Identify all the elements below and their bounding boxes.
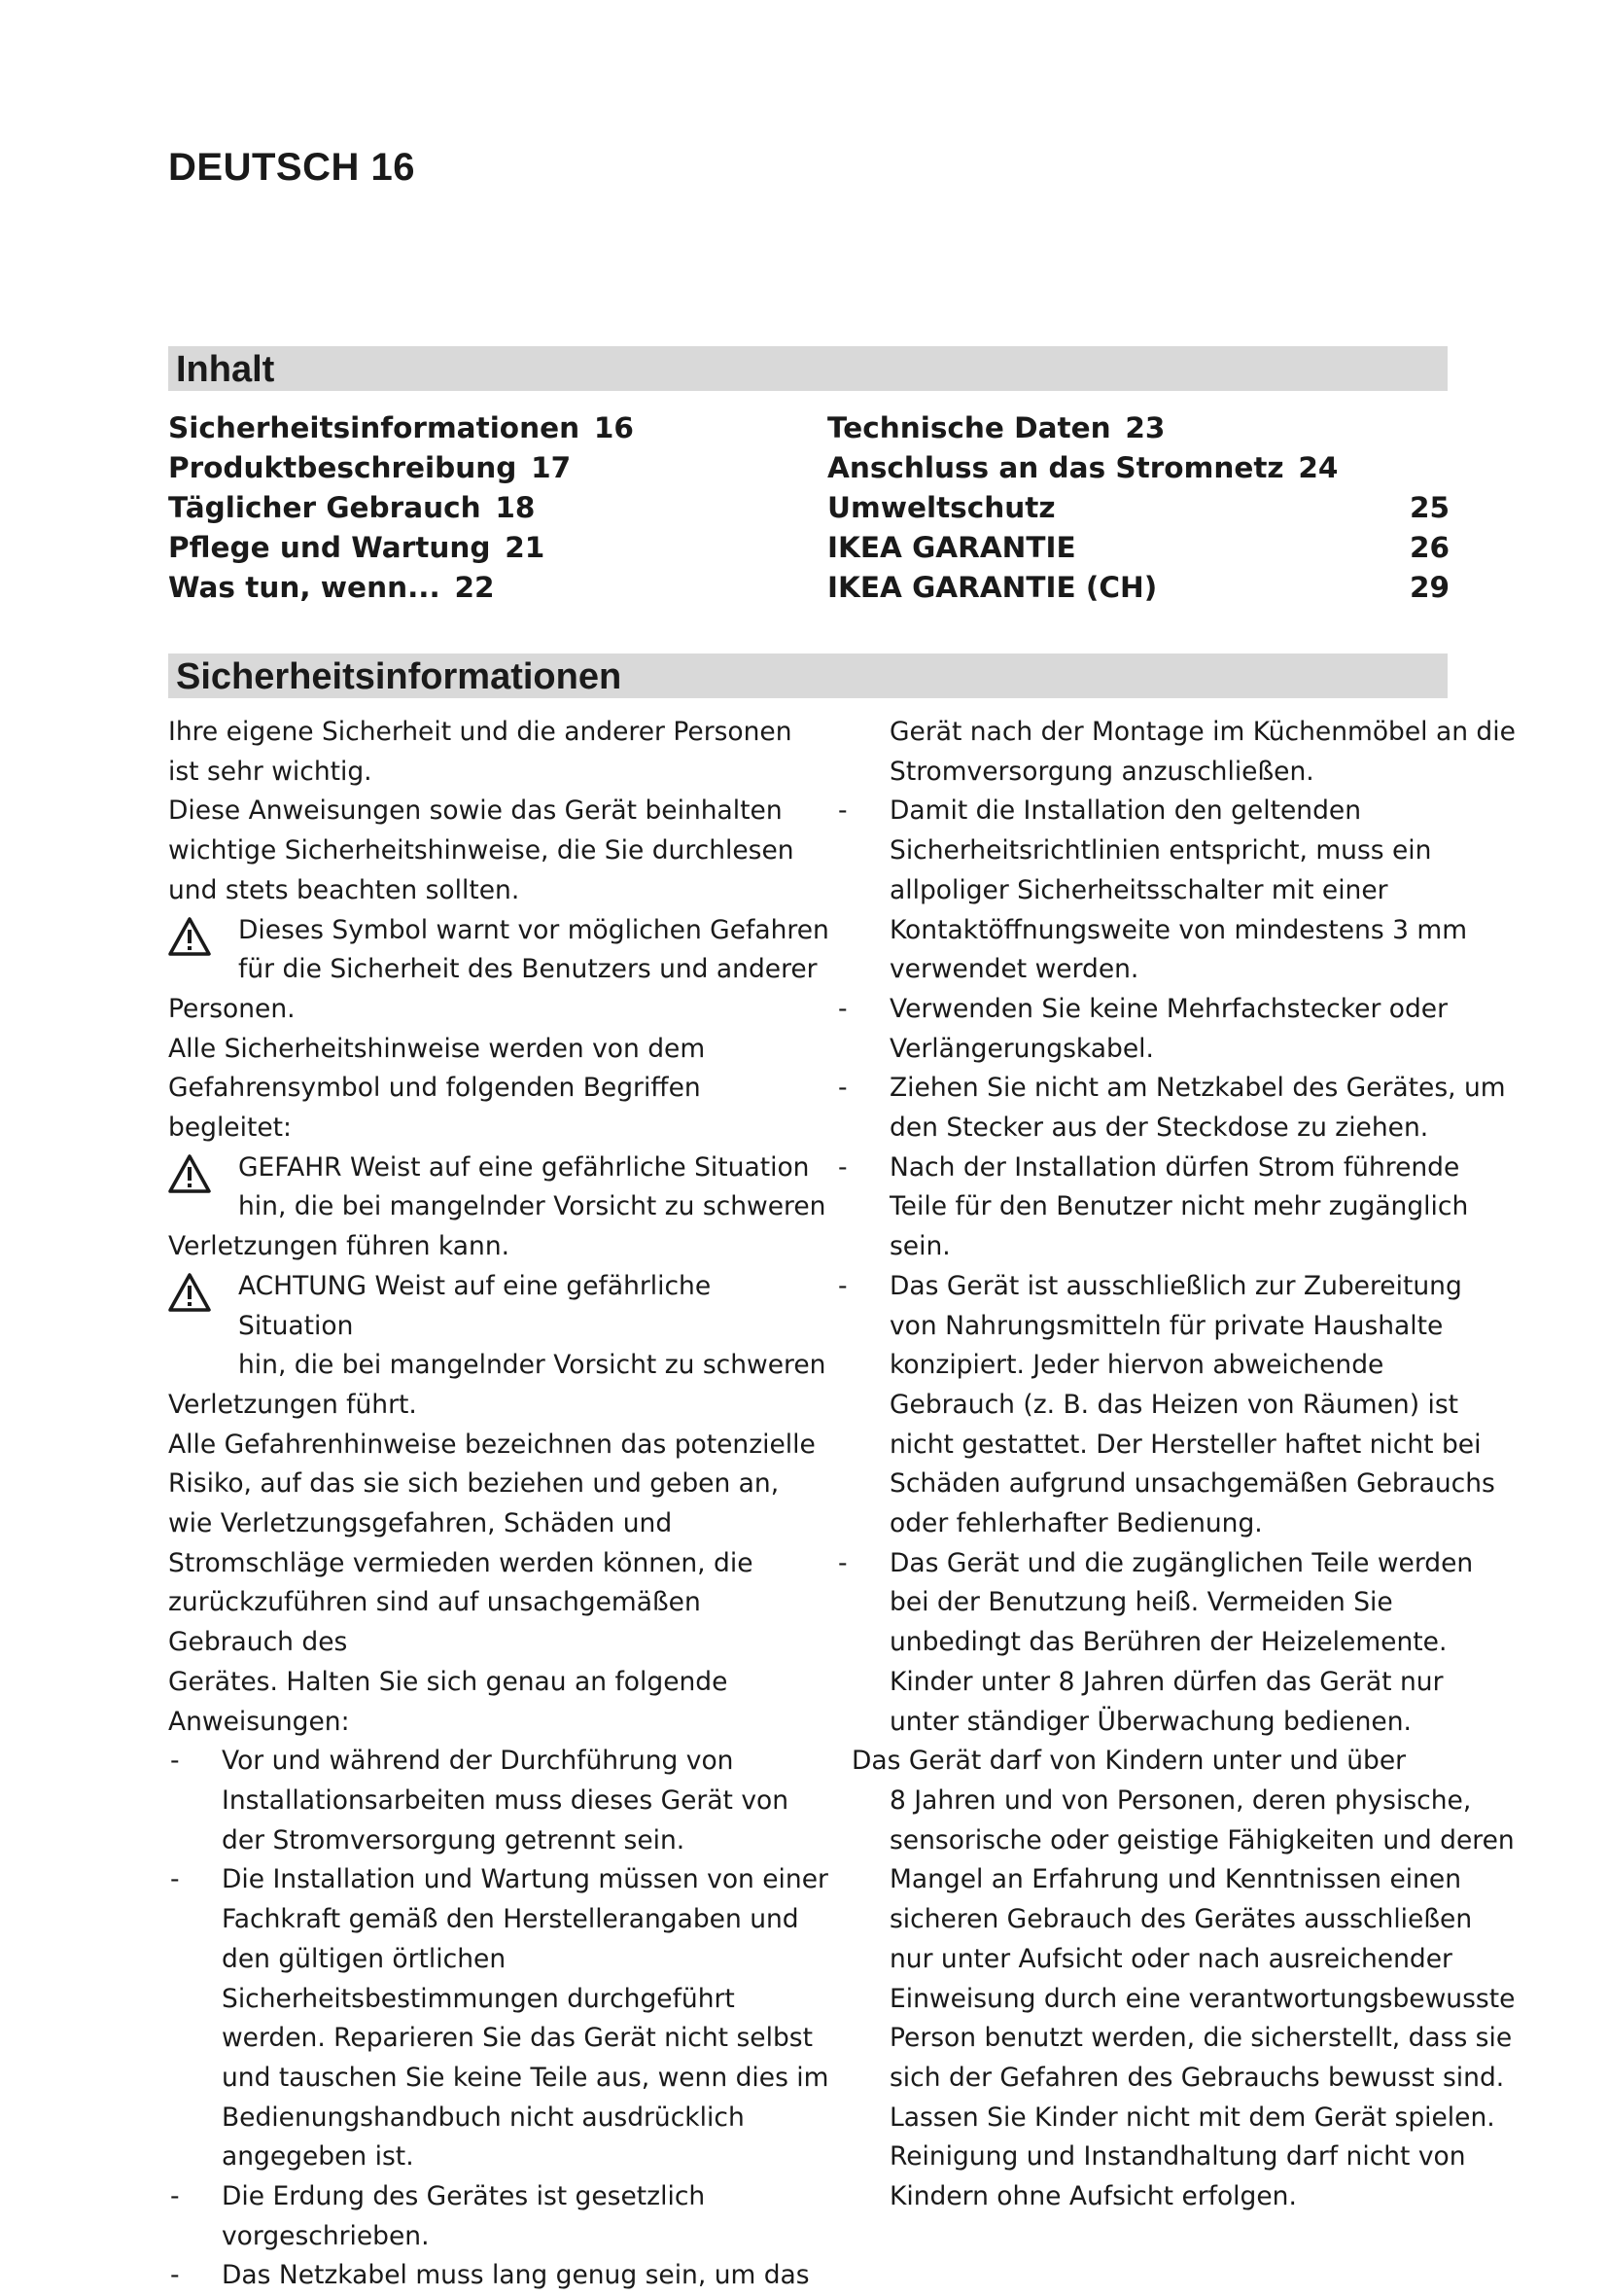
list-item: - Ziehen Sie nicht am Netzkabel des Gerätes, um den Stecker aus der Steckdose zu ziehen. bbox=[838, 1073, 1506, 1144]
paragraph: Das Gerät darf von Kindern unter und über bbox=[852, 1746, 1407, 1777]
paragraph: Alle Gefahrenhinweise bezeichnen das potenzielle Risiko, auf das sie sich beziehen und geben an, wie Verletzungsgefahren, Schäden und Stromschläge vermieden werden können, die zurückzuführen sind auf unsachgemäßen Gebrauch des bbox=[168, 1429, 816, 1658]
toc-right-column bbox=[827, 408, 1450, 608]
list-item: - Vor und während der Durchführung von Installationsarbeiten muss dieses Gerät von der Stromversorgung getrennt sein. bbox=[170, 1746, 789, 1855]
list-item: - Die Erdung des Gerätes ist gesetzlich vorgeschrieben. bbox=[170, 2181, 706, 2251]
paragraph: Diese Anweisungen sowie das Gerät beinhalten wichtige Sicherheitshinweise, die Sie durchlesen und stets beachten sollten. bbox=[168, 795, 794, 905]
list-item: - Damit die Installation den geltenden Sicherheitsrichtlinien entspricht, muss ein allpoliger Sicherheitsschalter mit einer Kontaktöffnungsweite von mindestens 3 mm verwendet werden. bbox=[838, 795, 1468, 985]
list-item: - Das Gerät ist ausschließlich zur Zubereitung von Nahrungsmitteln für private Haushalte konzipiert. Jeder hiervon abweichende Gebrauch (z. B. das Heizen von Räumen) ist nicht gestattet. Der Hersteller haftet nicht bei Schäden aufgrund unsachgemäßen Gebrauchs oder fehlerhafter Bedienung. bbox=[838, 1270, 1495, 1539]
toc-heading-bar bbox=[168, 346, 1448, 391]
safety-heading: Sicherheitsinformationen bbox=[176, 656, 622, 697]
warning-block: ACHTUNG Weist auf eine gefährliche Situation hin, die bei mangelnder Vorsicht zu schweren bbox=[168, 1267, 829, 1386]
toc-entry[interactable]: Umweltschutz 25 bbox=[827, 491, 1450, 524]
toc-entry[interactable]: IKEA GARANTIE (CH) 29 bbox=[827, 571, 1450, 604]
toc-entry[interactable]: Pflege und Wartung 21 bbox=[168, 531, 545, 564]
warning-triangle-icon bbox=[168, 1273, 211, 1312]
toc-entry[interactable]: Täglicher Gebrauch 18 bbox=[168, 491, 536, 524]
toc-entry[interactable]: Anschluss an das Stromnetz 24 bbox=[827, 451, 1339, 484]
warning-triangle-icon bbox=[168, 1154, 211, 1193]
safety-right-column bbox=[836, 713, 1517, 2217]
paragraph: Verletzungen führen kann. bbox=[168, 1231, 510, 1262]
paragraph-continuation: 8 Jahren und von Personen, deren physische, sensorische oder geistige Fähigkeiten und deren Mangel an Erfahrung und Kenntnissen einen sicheren Gebrauch des Gerätes ausschließen nur unter Aufsicht oder nach ausreichender Einweisung durch eine verantwortungsbewusste Person benutzt werden, die sicherstellt, dass sie sich der Gefahren des Gebrauchs bewusst sind. Lassen Sie Kinder nicht mit dem Gerät spielen. Reinigung und Instandhaltung darf nicht von Kindern ohne Aufsicht erfolgen. bbox=[890, 1784, 1516, 2212]
toc-left-column bbox=[168, 408, 790, 608]
toc-entry[interactable]: Produktbeschreibung 17 bbox=[168, 451, 572, 484]
page-header: DEUTSCH 16 bbox=[168, 146, 415, 189]
list-item: - Das Netzkabel muss lang genug sein, um das bbox=[170, 2260, 810, 2291]
safety-heading-bar bbox=[168, 653, 1448, 698]
toc-entry[interactable]: Sicherheitsinformationen 16 bbox=[168, 411, 634, 444]
paragraph: Personen. bbox=[168, 993, 296, 1024]
toc-entry[interactable]: Was tun, wenn... 22 bbox=[168, 571, 495, 604]
toc-entry[interactable]: Technische Daten 23 bbox=[827, 411, 1166, 444]
warning-block: Dieses Symbol warnt vor möglichen Gefahren für die Sicherheit des Benutzers und anderer bbox=[168, 911, 829, 990]
paragraph: Gerätes. Halten Sie sich genau an folgende Anweisungen: bbox=[168, 1666, 728, 1737]
list-item: - Nach der Installation dürfen Strom führende Teile für den Benutzer nicht mehr zugänglich sein. bbox=[838, 1151, 1469, 1262]
warning-triangle-icon bbox=[168, 917, 211, 956]
toc-heading: Inhalt bbox=[176, 349, 275, 390]
paragraph: Alle Sicherheitshinweise werden von dem Gefahrensymbol und folgenden Begriffen begleitet: bbox=[168, 1033, 706, 1144]
list-item: - Verwenden Sie keine Mehrfachstecker oder Verlängerungskabel. bbox=[838, 993, 1449, 1064]
list-item: - Das Gerät und die zugänglichen Teile werden bei der Benutzung heiß. Vermeiden Sie unbedingt das Berühren der Heizelemente. Kinder unter 8 Jahren dürfen das Gerät nur unter ständiger Überwachung bedienen. bbox=[838, 1547, 1474, 1737]
paragraph: Ihre eigene Sicherheit und die anderer Personen ist sehr wichtig. bbox=[168, 717, 792, 787]
list-item-continuation: Gerät nach der Montage im Küchenmöbel an die Stromversorgung anzuschließen. bbox=[890, 717, 1516, 787]
toc-entry[interactable]: IKEA GARANTIE 26 bbox=[827, 531, 1450, 564]
warning-block: GEFAHR Weist auf eine gefährliche Situation hin, die bei mangelnder Vorsicht zu schweren bbox=[168, 1148, 829, 1227]
safety-left-column bbox=[168, 713, 829, 2296]
paragraph: Verletzungen führt. bbox=[168, 1389, 417, 1420]
list-item: - Die Installation und Wartung müssen von einer Fachkraft gemäß den Herstellerangaben und den gültigen örtlichen Sicherheitsbestimmungen durchgeführt werden. Reparieren Sie das Gerät nicht selbst und tauschen Sie keine Teile aus, wenn dies im Bedienungshandbuch nicht ausdrücklich angegeben ist. bbox=[170, 1864, 829, 2172]
